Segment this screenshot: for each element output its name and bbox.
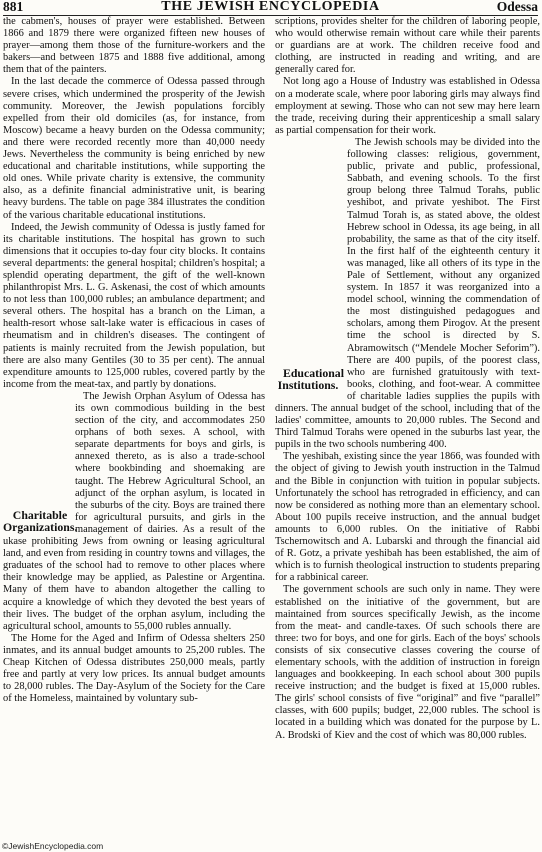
right-paragraph-1: scriptions, provides shelter for the children of laboring people, who would otherwise remain without care while their parents or guardians are at work. The children receive food and clothing, are instructed in reading and writing, and are generally cared for. <box>275 16 540 76</box>
side-heading-educational: Educational Institutions. <box>277 365 344 393</box>
left-paragraph-1: the cabmen's, houses of prayer were established. Between 1866 and 1879 there were organized fifteen new houses of prayer—among them those of the furniture-workers and the bakers—and between 1875 and 1888 five additional, among them that of the painters. <box>3 16 265 76</box>
right-paragraph-3-text: The Jewish schools may be divided into the following classes: religious, government, public, private and public, professional, Sabbath, and evening schools. To the first group belong three Talmud Torahs, public yeshibot, and private yeshibot. The First Talmud Torah is, as stated above, the oldest Hebrew school in Odessa, its age being, in all probability, the same as that of the city itself. In the first half of the eighteenth century it was managed, like all others of its type in the Pale of Settlement, without any organized system. In 1857 it was reorganized into a model school, winning the commendation of the most distinguished pedagogues and scholars, among them Pirogov. At the present time the school is directed by S. Abramowitsch (“Mendele Mocher Seforim”). There are 400 pupils, of the poorest class, who are furnished gratuitously with text-books, clothing, and foot-wear. A committee of charitable ladies supplies the pupils with dinners. The annual budget of the school, including that of the ladies' committee, amounts to 20,000 rubles. The Second and Third Talmud Torahs were opened in the suburbs last year, the pupils in the two schools numbering 400. <box>275 136 540 451</box>
right-column <box>275 16 540 742</box>
side-heading-charitable: Charitable Organizations. <box>3 507 78 535</box>
left-paragraph-4 <box>3 391 265 633</box>
left-paragraph-2: In the last decade the commerce of Odessa passed through severe crises, which undermined the prosperity of the Jewish community. Moreover, the Jewish populations forcibly expelled from their old domiciles (as, for instance, from Moscow) became a heavy burden on the Odessa community; and there were recorded recently more than 40,000 needy Jews. Nevertheless the community is being enriched by new educational and charitable institutions, while supporting the old ones. While private charity is extensive, the community also, as a definite financial administrative unit, is bearing heavy burdens. The table on page 384 illustrates the condition of the various charitable educational institutions. <box>3 76 265 221</box>
page-header <box>3 0 538 14</box>
right-paragraph-2: Not long ago a House of Industry was established in Odessa on a moderate scale, where poor laboring girls may always find employment at sewing. Those who can not sew may here learn the trade, receiving during their apprenticeship a small salary as partial compensation for their work. <box>275 76 540 136</box>
right-paragraph-4: The yeshibah, existing since the year 1866, was founded with the object of giving to Jewish youth instruction in the Talmud and the Bible in conjunction with tuition in popular subjects. Unfortunately the school has retrograded in efficiency, and can now be considered as nothing more than an elementary school. About 100 pupils receive instruction, and the annual budget amounts to 6,000 rubles. On the initiative of Rabbi Tschernowitsch and A. Lubarski and through the financial aid of R. Gotz, a private yeshibah has been established, the aim of which is to furnish theological instruction to students preparing for a rabbinical career. <box>275 451 540 584</box>
running-title: THE JEWISH ENCYCLOPEDIA <box>161 0 380 14</box>
article-topic: Odessa <box>496 0 538 14</box>
left-paragraph-5: The Home for the Aged and Infirm of Odessa shelters 250 inmates, and its annual budget amounts to 25,200 rubles. The Cheap Kitchen of Odessa distributes 250,000 meals, partly free and partly at very low prices. Its annual budget amounts to 28,000 rubles. The Day-Asylum of the Society for the Care of the Homeless, maintained by voluntary sub- <box>3 632 265 705</box>
copyright-footer: ©JewishEncyclopedia.com <box>2 841 104 851</box>
page-number: 881 <box>3 0 24 14</box>
right-paragraph-5: The government schools are such only in name. They were established on the initiative of the government, but are maintained from sources specifically Jewish, as the income from the meat- and candle-taxes. Of such schools there are three: two for boys, and one for girls. Each of the boys' schools consists of six consecutive classes covering the course of elementary schools, with the addition of instruction in foreign languages and bookkeeping. In each school about 300 pupils receive instruction; and the budget is fixed at 15,000 rubles. The girls' school consists of five “original” and five “parallel” classes, with 600 pupils; budget, 22,000 rubles. The school is located in a building which was donated for the purpose by L. A. Brodski of Kiev and the cost of which was 80,000 rubles. <box>275 584 540 741</box>
right-paragraph-3 <box>275 137 540 451</box>
left-paragraph-4-text: The Jewish Orphan Asylum of Odessa has its own commodious building in the best section of the city, and accommodates 250 orphans of both sexes. A school, with separate departments for boys and girls, is annexed thereto, as is also a trade-school where bookbinding and shoemaking are taught. The Hebrew Agricultural School, an adjunct of the orphan asylum, is located in the suburbs of the city. Boys are trained there for agricultural pursuits, and girls in the management of dairies. As a result of the ukase prohibiting Jews from owning or leasing agricultural land, and even from residing in country towns and villages, the graduates of the school had to remove to other places where their knowledge may be applied, as Palestine or Argentina. Many of them have to abandon altogether the calling to acquire a knowledge of which they devoted the best years of their lives. The budget of the orphan asylum, including the agricultural school, amounts to 55,000 rubles annually. <box>3 390 266 632</box>
left-column <box>3 16 265 705</box>
left-paragraph-3: Indeed, the Jewish community of Odessa is justly famed for its charitable institutions. The hospital has grown to such dimensions that it occupies to-day four city blocks. It contains several departments: the general hospital; children's hospital; a splendid operating department, the gift of the well-known philanthropist Mrs. L. G. Askenasi, the cost of which amounts to not less than 100,000 rubles; an ambulance department; and several others. The hospital has a branch on the Liman, a health-resort whose salt-lake water is efficacious in cases of rheumatism and in children's diseases. The contingent of patients is mainly recruited from the Jewish population, but there are also many Gentiles (30 to 35 per cent). The annual expenditure amounts to 125,000 rubles, covered partly by the income from the meat-tax, and partly by donations. <box>3 221 265 390</box>
